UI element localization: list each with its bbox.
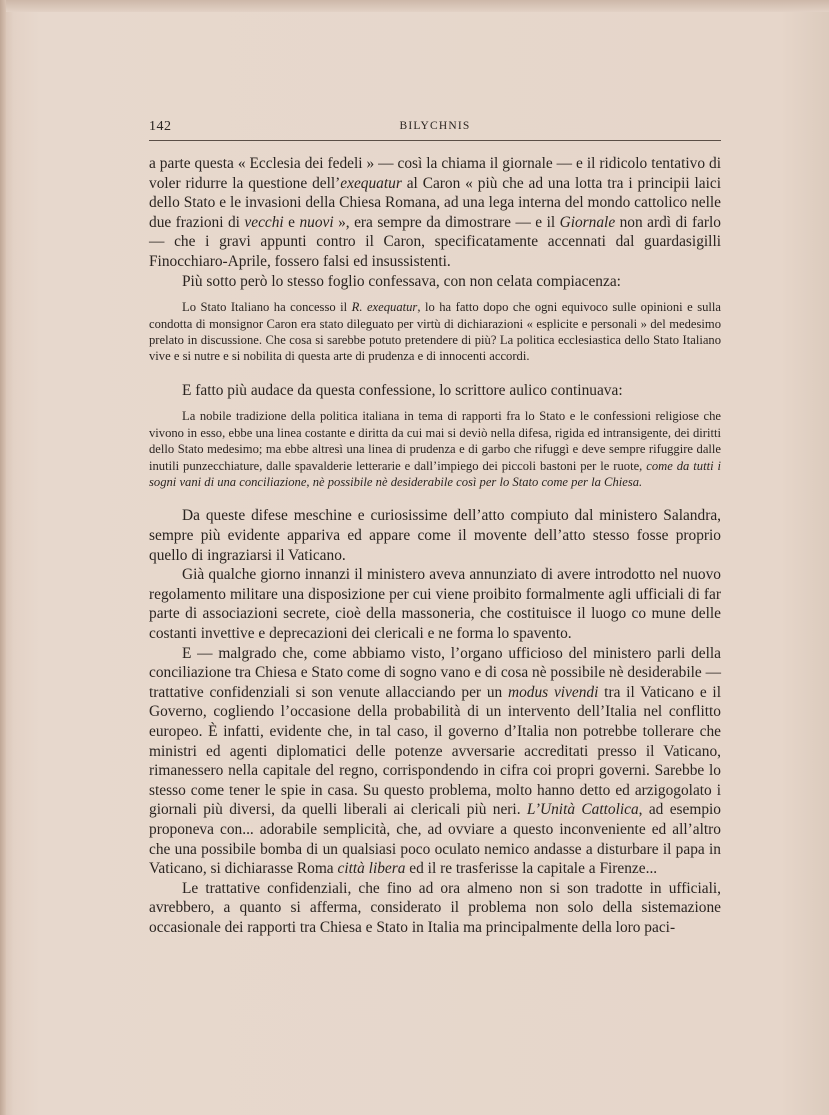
block-quote-2: La nobile tradizione della politica italiana in tema di rapporti fra lo Stato e le confessioni religiose che vivono in esso, ebbe una linea costante e diritta da cui mai si deviò nella difesa, rigida ed intransigente, dei diritti dello Stato medesimo; ma ebbe altresì una linea di prudenza e di garbo che rifuggì e deve sempre rifuggire dalle inutili punzecchiature, dalle spavalderie letterarie e dall’impiego dei piccoli bastoni per le ruote, come da tutti i sogni vani di una conciliazione, nè possibile nè desiderabile così per lo Stato come per la Chiesa.	[149, 409, 721, 489]
page-spine	[0, 0, 6, 1115]
page-header	[149, 119, 721, 141]
page-top-edge	[0, 0, 829, 12]
paragraph-3: E fatto più audace da questa confessione, lo scrittore aulico continuava:	[182, 381, 623, 399]
paragraph-1: a parte questa « Ecclesia dei fedeli » — così la chiama il giornale — e il ridicolo tentativo di voler ridurre la questione dell’exequatur al Caron « più che ad una lotta tra i principii laici dello Stato e le invasioni della Chiesa Romana, ad una lega interna del mondo cattolico nelle due frazioni di vecchi e nuovi », era sempre da dimostrare — e il Giornale non ardì di farlo — che i gravi appunti contro il Caron, specificatamente accennati dal guardasigilli Finocchiaro-Aprile, fossero falsi ed insussistenti.	[149, 155, 722, 270]
paragraph-7: Le trattative confidenziali, che fino ad ora almeno non si son tradotte in ufficiali, avrebbero, a quanto si afferma, considerato il problema non solo della sistemazione occasionale dei rapporti tra Chiesa e Stato in Italia ma principalmente della loro paci-	[149, 879, 721, 936]
article-body	[149, 154, 721, 937]
paragraph-6: E — malgrado che, come abbiamo visto, l’organo ufficioso del ministero parli della conciliazione tra Chiesa e Stato come di sogno vano e di cosa nè possibile nè desiderabile — trattative confidenziali si son venute allacciando per un modus vivendi tra il Vaticano e il Governo, cogliendo l’occasione della probabilità di un intervento dell’Italia nel conflitto europeo. È infatti, evidente che, in tal caso, il governo d’Italia non potrebbe tollerare che ministri ed agenti diplomatici delle potenze avversarie accreditati presso il Vaticano, rimanessero nella capitale del regno, corrispondendo in cifra coi propri governi. Sarebbe lo stesso come tener le spie in casa. Su questo problema, molto hanno detto ed arzigogolato i giornali più diversi, da quelli liberali ai clericali più neri. L’Unità Cattolica, ad esempio proponeva con... adorabile semplicità, che, ad ovviare a questo inconveniente ed all’altro che una possibile bomba di un qualsiasi poco oculato nemico andasse a disturbare il papa in Vaticano, si dichiarasse Roma città libera ed il re trasferisse la capitale a Firenze...	[149, 644, 722, 878]
paragraph-5: Già qualche giorno innanzi il ministero aveva annunziato di avere introdotto nel nuovo regolamento militare una disposizione per cui viene proibito formalmente agli ufficiali di far parte di associazioni secrete, cioè della massoneria, che costituisce il luogo co mune delle costanti invettive e deprecazioni dei clericali e ne forma lo spavento.	[149, 566, 721, 642]
block-quote-1: Lo Stato Italiano ha concesso il R. exequatur, lo ha fatto dopo che ogni equivoco sulle opinioni e sulla condotta di monsignor Caron era stato dileguato per virtù di dichiarazioni « esplicite e personali » del medesimo prelato in discussione. Che cosa si sarebbe potuto pretendere di più? La politica ecclesiastica dello Stato Italiano vive e si nutre e si nobilita di questa arte di prudenza e di innocenti accordi.	[149, 300, 721, 364]
page-number: 142	[149, 119, 172, 134]
running-head: BILYCHNIS	[399, 120, 471, 132]
paragraph-4: Da queste difese meschine e curiosissime dell’atto compiuto dal ministero Salandra, sempre più evidente appariva ed appare come il movente dell’atto stesso fosse proprio quello di ingraziarsi il Vaticano.	[149, 507, 721, 564]
paragraph-2: Più sotto però lo stesso foglio confessava, con non celata compiacenza:	[182, 272, 621, 290]
header-rule	[149, 140, 721, 141]
